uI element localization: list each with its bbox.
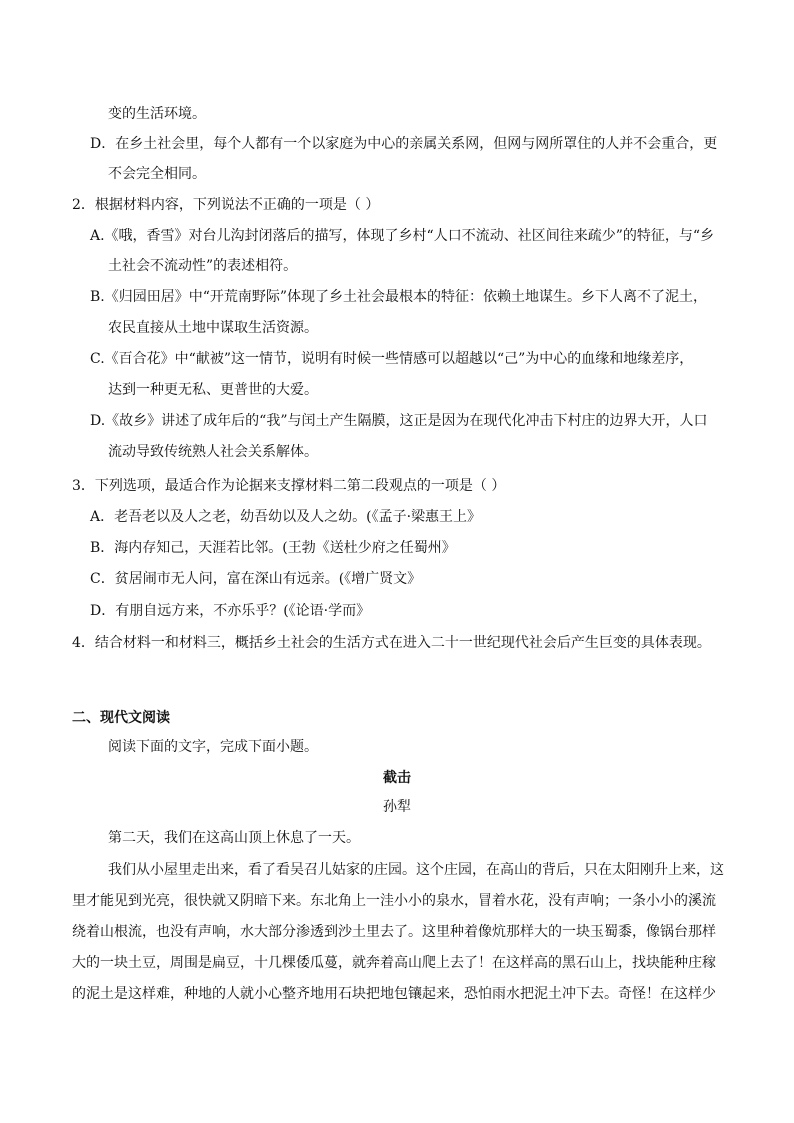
q1-option-d-line1: D．在乡土社会里，每个人都有一个以家庭为中心的亲属关系网，但网与网所罩住的人并不会重合，更 (90, 136, 718, 152)
article-paragraph-2-line3: 绕着山根流，也没有声响，水大部分渗透到沙土里去了。这里种着像炕那样大的一块玉蜀黍，像锅台那样 (72, 924, 716, 940)
q2-option-b-line1: B.《归园田居》中“开荒南野际”体现了乡土社会最根本的特征：依赖土地谋生。乡下人离不了泥土， (90, 289, 708, 305)
q3-option-c: C．贫居闹市无人问，富在深山有远亲。(《增广贤文》 (90, 571, 422, 587)
q1-option-d-line2: 不会完全相同。 (108, 166, 206, 182)
q3-option-b: B．海内存知己，天涯若比邻。(王勃《送杜少府之任蜀州》 (90, 540, 456, 556)
article-paragraph-2-line4: 大的一块土豆，周围是扁豆，十几棵倭瓜蔓，就奔着高山爬上去了！在这样高的黑石山上，找块能种庄稼 (72, 955, 716, 971)
q4-stem: 4．结合材料一和材料三，概括乡土社会的生活方式在进入二十一世纪现代社会后产生巨变的具体表现。 (72, 635, 711, 651)
q2-option-c-line2: 达到一种更无私、更普世的大爱。 (108, 382, 318, 398)
q3-stem: 3．下列选项，最适合作为论据来支撑材料二第二段观点的一项是（ ） (72, 478, 506, 494)
q2-stem: 2．根据材料内容，下列说法不正确的一项是（ ） (72, 197, 380, 213)
article-paragraph-1: 第二天，我们在这高山顶上休息了一天。 (108, 830, 360, 846)
q2-option-a-line2: 土社会不流动性”的表述相符。 (108, 258, 298, 274)
q2-option-b-line2: 农民直接从土地中谋取生活资源。 (108, 320, 318, 336)
q1-option-c-line2: 变的生活环境。 (108, 106, 206, 122)
article-paragraph-2-line5: 的泥土是这样难，种地的人就小心整齐地用石块把地包镶起来，恐怕雨水把泥土冲下去。奇怪！在这样少 (72, 986, 716, 1002)
q2-option-d-line2: 流动导致传统熟人社会关系解体。 (108, 444, 318, 460)
article-title: 截击 (383, 770, 411, 786)
reading-instruction: 阅读下面的文字，完成下面小题。 (108, 739, 318, 755)
section-heading: 二、现代文阅读 (72, 710, 170, 726)
article-paragraph-2-line1: 我们从小屋里走出来，看了看吴召儿姑家的庄园。这个庄园，在高山的背后，只在太阳刚升上来，这 (108, 862, 724, 878)
q2-option-d-line1: D.《故乡》讲述了成年后的“我”与闰土产生隔膜，这正是因为在现代化冲击下村庄的边界大开，人口 (90, 413, 708, 429)
q2-option-c-line1: C.《百合花》中“献被”这一情节，说明有时候一些情感可以超越以“己”为中心的血缘和地缘差序， (90, 351, 694, 367)
q2-option-a-line1: A.《哦，香雪》对台儿沟封闭落后的描写，体现了乡村“人口不流动、社区间往来疏少”的特征，与“乡 (90, 228, 715, 244)
article-paragraph-2-line2: 里才能见到光亮，很快就又阴暗下来。东北角上一洼小小的泉水，冒着水花，没有声响；一条小小的溪流 (72, 893, 716, 909)
q3-option-a: A．老吾老以及人之老，幼吾幼以及人之幼。(《孟子·梁惠王上》 (90, 509, 482, 525)
article-author: 孙犁 (383, 799, 411, 815)
q3-option-d: D．有朋自远方来，不亦乐乎？(《论语·学而》 (90, 603, 371, 619)
